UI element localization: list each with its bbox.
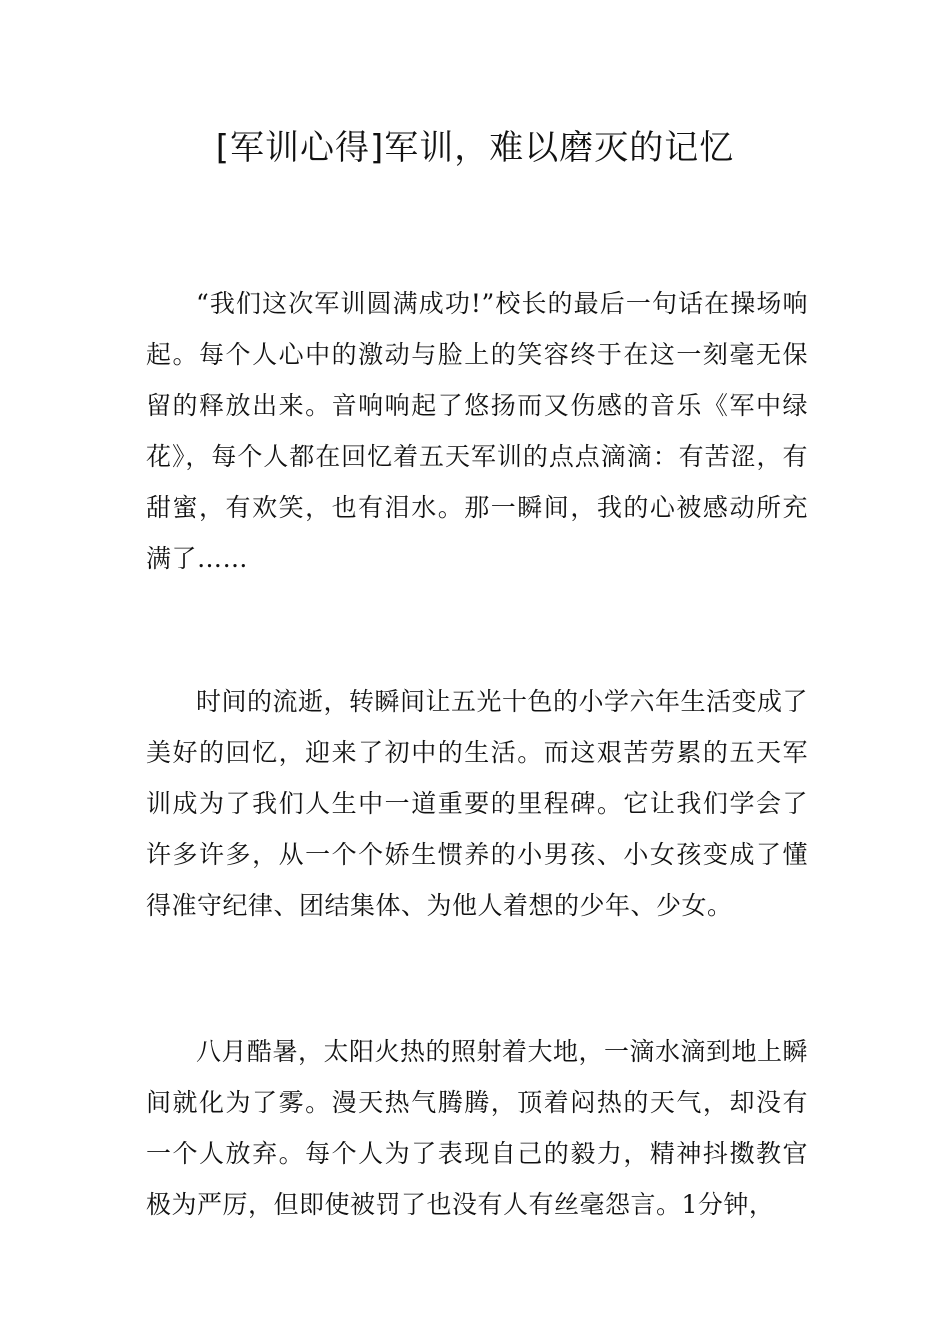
paragraph-1: “我们这次军训圆满成功!”校长的最后一句话在操场响起。每个人心中的激动与脸上的笑容终于在这一刻毫无保留的释放出来。音响响起了悠扬而又伤感的音乐《军中绿花》，每个人都在回忆着五天军训的点点滴滴：有苦涩，有甜蜜，有欢笑，也有泪水。那一瞬间，我的心被感动所充满了…… bbox=[146, 289, 808, 573]
paragraph-2: 时间的流逝，转瞬间让五光十色的小学六年生活变成了美好的回忆，迎来了初中的生活。而这艰苦劳累的五天军训成为了我们人生中一道重要的里程碑。它让我们学会了许多许多，从一个个娇生惯养的小男孩、小女孩变成了懂得准守纪律、团结集体、为他人着想的少年、少女。 bbox=[146, 687, 809, 920]
document-title: [军训心得]军训，难以磨灭的记忆 bbox=[215, 128, 735, 168]
paragraph-3: 八月酷暑，太阳火热的照射着大地，一滴水滴到地上瞬间就化为了雾。漫天热气腾腾，顶着闷热的天气，却没有一个人放弃。每个人为了表现自己的毅力，精神抖擞教官极为严厉，但即使被罚了也没有人有丝毫怨言。1分钟， bbox=[146, 1037, 809, 1219]
